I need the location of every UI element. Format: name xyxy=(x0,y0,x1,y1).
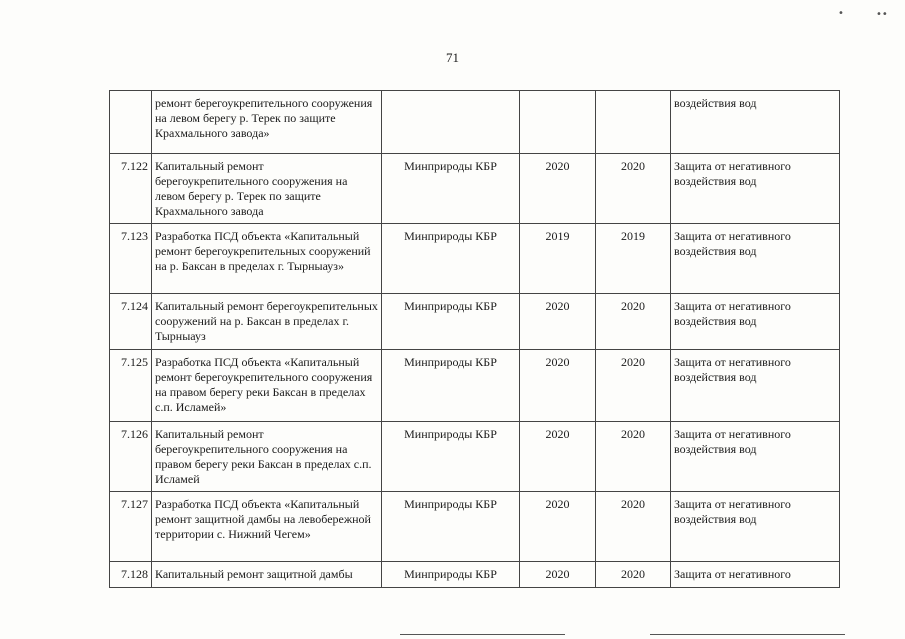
row-number-cell xyxy=(110,91,152,154)
row-number-cell: 7.126 xyxy=(110,422,152,492)
executor-cell: Минприроды КБР xyxy=(382,422,520,492)
table-row xyxy=(110,91,840,154)
table-row xyxy=(110,154,840,224)
executor-cell: Минприроды КБР xyxy=(382,350,520,422)
row-number-cell: 7.127 xyxy=(110,492,152,562)
scan-dot-mark: •• xyxy=(876,9,888,20)
scan-line-mark xyxy=(400,634,565,635)
row-number-cell: 7.122 xyxy=(110,154,152,224)
executor-cell: Минприроды КБР xyxy=(382,492,520,562)
table-row xyxy=(110,224,840,294)
table-row xyxy=(110,422,840,492)
measure-name-cell: Разработка ПСД объекта «Капитальный ремонт берегоукрепительного сооружения на правом берегу реки Баксан в пределах с.п. Исламей» xyxy=(152,350,382,422)
table-row xyxy=(110,350,840,422)
executor-cell: Минприроды КБР xyxy=(382,224,520,294)
end-year-cell: 2020 xyxy=(596,350,671,422)
end-year-cell: 2020 xyxy=(596,492,671,562)
measure-name-cell: Капитальный ремонт защитной дамбы xyxy=(152,562,382,588)
start-year-cell: 2020 xyxy=(520,562,596,588)
executor-cell: Минприроды КБР xyxy=(382,562,520,588)
executor-cell: Минприроды КБР xyxy=(382,294,520,350)
goal-cell: Защита от негативного воздействия вод xyxy=(671,224,840,294)
start-year-cell: 2019 xyxy=(520,224,596,294)
measure-name-cell: ремонт берегоукрепительного сооружения на левом берегу р. Терек по защите Крахмального завода» xyxy=(152,91,382,154)
measure-name-cell: Разработка ПСД объекта «Капитальный ремонт защитной дамбы на левобережной территории с. Нижний Чегем» xyxy=(152,492,382,562)
row-number-cell: 7.128 xyxy=(110,562,152,588)
goal-cell: Защита от негативного воздействия вод xyxy=(671,350,840,422)
goal-cell: Защита от негативного воздействия вод xyxy=(671,422,840,492)
end-year-cell: 2020 xyxy=(596,294,671,350)
table-row xyxy=(110,492,840,562)
row-number-cell: 7.123 xyxy=(110,224,152,294)
scan-dot-mark: • xyxy=(838,8,844,19)
row-number-cell: 7.125 xyxy=(110,350,152,422)
scan-line-mark xyxy=(650,634,845,635)
goal-cell: Защита от негативного воздействия вод xyxy=(671,492,840,562)
row-number-cell: 7.124 xyxy=(110,294,152,350)
measures-table xyxy=(109,90,840,588)
measure-name-cell: Капитальный ремонт берегоукрепительного сооружения на левом берегу р. Терек по защите Крахмального завода xyxy=(152,154,382,224)
goal-cell: воздействия вод xyxy=(671,91,840,154)
measure-name-cell: Капитальный ремонт берегоукрепительных сооружений на р. Баксан в пределах г. Тырныауз xyxy=(152,294,382,350)
start-year-cell xyxy=(520,91,596,154)
executor-cell: Минприроды КБР xyxy=(382,154,520,224)
end-year-cell: 2020 xyxy=(596,422,671,492)
end-year-cell: 2019 xyxy=(596,224,671,294)
goal-cell: Защита от негативного воздействия вод xyxy=(671,294,840,350)
table-row xyxy=(110,562,840,588)
goal-cell: Защита от негативного xyxy=(671,562,840,588)
end-year-cell: 2020 xyxy=(596,154,671,224)
table-body xyxy=(110,91,840,588)
table-row xyxy=(110,294,840,350)
start-year-cell: 2020 xyxy=(520,154,596,224)
goal-cell: Защита от негативного воздействия вод xyxy=(671,154,840,224)
measure-name-cell: Разработка ПСД объекта «Капитальный ремонт берегоукрепительных сооружений на р. Баксан в пределах г. Тырныауз» xyxy=(152,224,382,294)
start-year-cell: 2020 xyxy=(520,422,596,492)
start-year-cell: 2020 xyxy=(520,294,596,350)
end-year-cell xyxy=(596,91,671,154)
page-number: 71 xyxy=(446,50,459,65)
end-year-cell: 2020 xyxy=(596,562,671,588)
start-year-cell: 2020 xyxy=(520,492,596,562)
start-year-cell: 2020 xyxy=(520,350,596,422)
measure-name-cell: Капитальный ремонт берегоукрепительного сооружения на правом берегу реки Баксан в пределах с.п. Исламей xyxy=(152,422,382,492)
executor-cell xyxy=(382,91,520,154)
